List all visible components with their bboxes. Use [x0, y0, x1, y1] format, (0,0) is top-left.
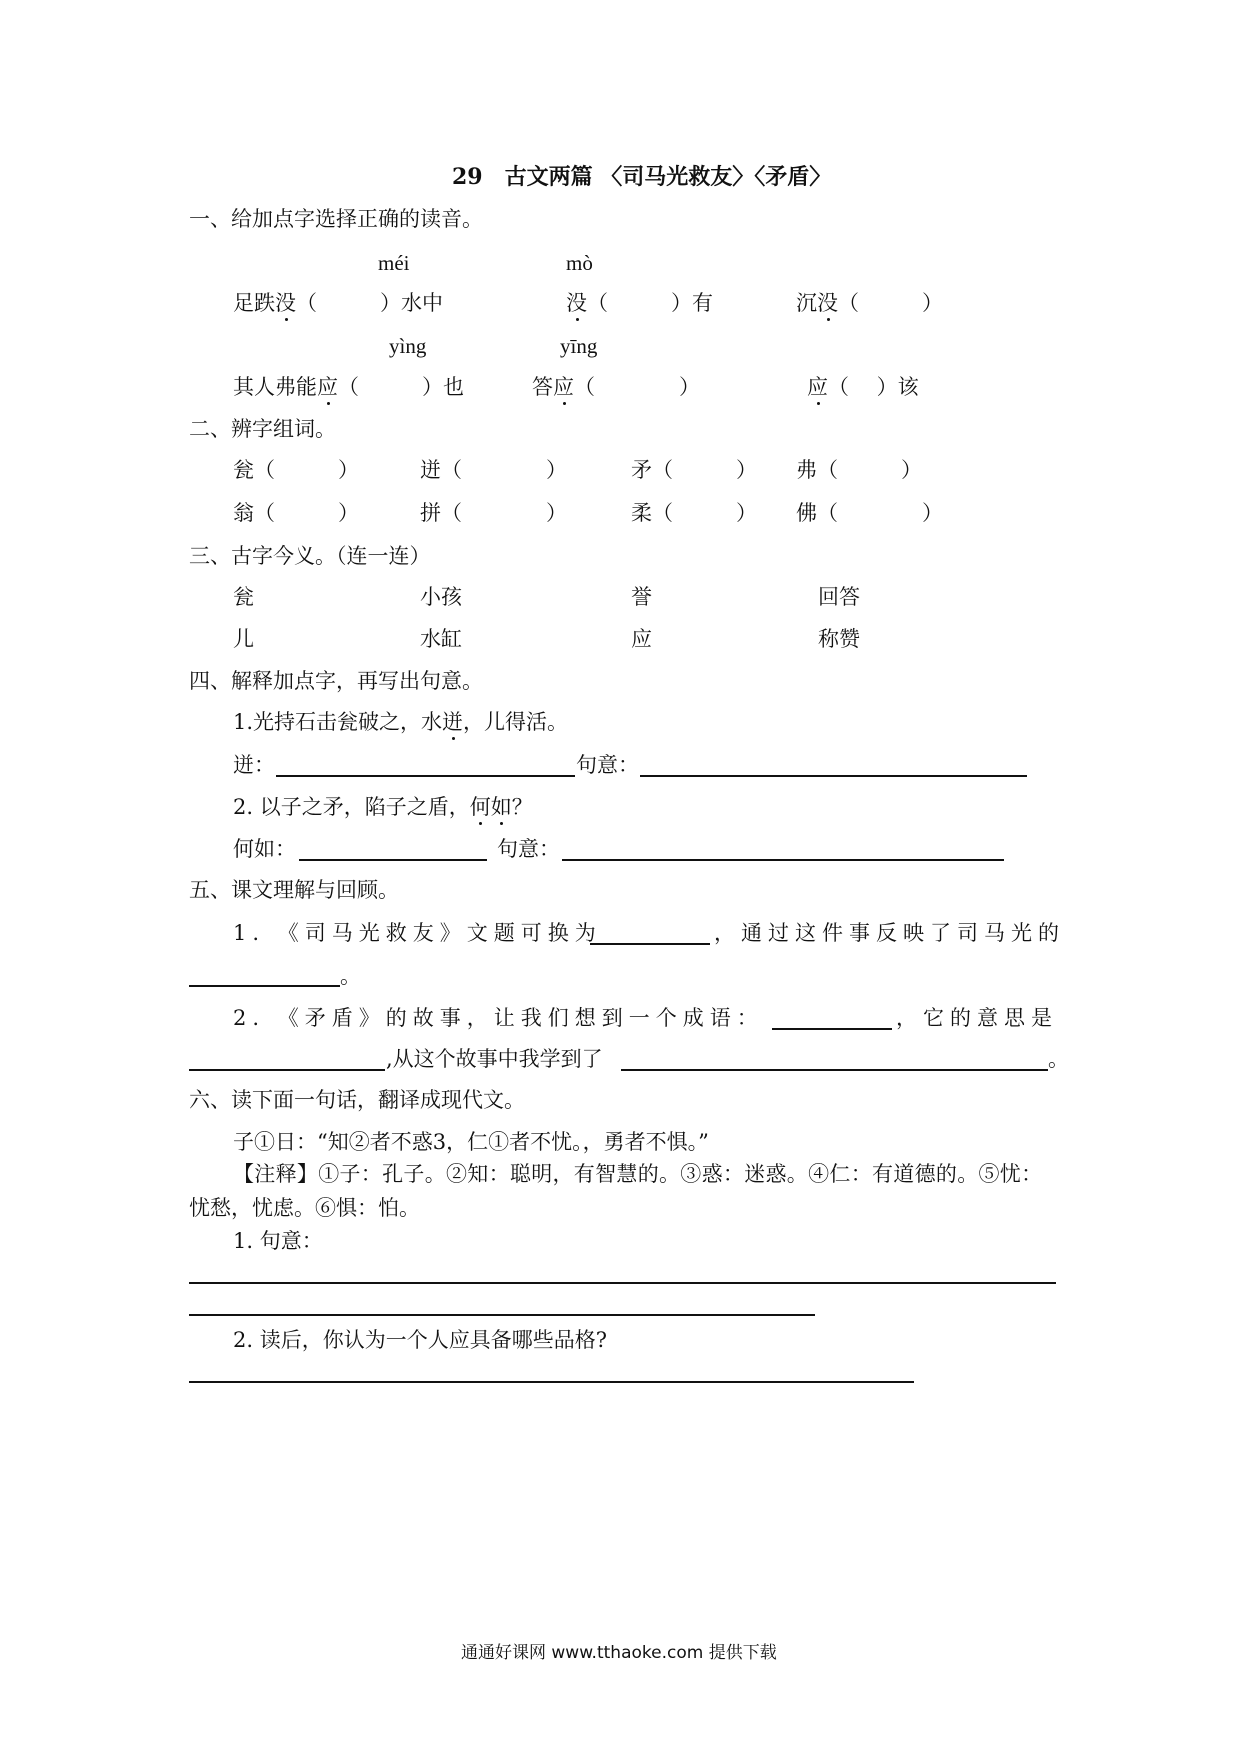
label: 句意：: [497, 837, 560, 861]
text: ，它的意思是: [896, 1006, 1058, 1030]
reading-item: [233, 374, 464, 400]
question: 2. 读后，你认为一个人应具备哪些品格?: [233, 1328, 607, 1352]
dotted-char: 迸: [442, 710, 464, 734]
word-item[interactable]: 拼（ ）: [420, 501, 567, 525]
label: 迸：: [233, 753, 275, 777]
text: 。: [1048, 1047, 1069, 1071]
question-sentence: [233, 794, 533, 820]
dotted-char: 何: [469, 795, 491, 819]
section-5-heading: 五、课文理解与回顾。: [189, 878, 399, 902]
notes: 忧愁，忧虑。⑥惧：怕。: [189, 1196, 420, 1220]
word-item[interactable]: 柔（ ）: [631, 501, 757, 525]
dotted-char: 应: [807, 375, 828, 399]
match-item[interactable]: 回答: [818, 585, 860, 609]
match-item[interactable]: 儿: [233, 627, 254, 651]
section-3-heading: 三、古字今义。（连一连）: [189, 544, 431, 568]
match-item[interactable]: 誉: [631, 585, 652, 609]
text: 2. 以子之矛，陷子之盾，: [233, 795, 470, 819]
pinyin: mò: [566, 251, 593, 275]
match-item[interactable]: 应: [631, 627, 652, 651]
answer-line[interactable]: [189, 985, 340, 987]
reading-item: [796, 290, 943, 316]
word-item[interactable]: 迸（ ）: [420, 458, 567, 482]
text: 2. 《矛盾》的故事，让我们想到一个成语：: [233, 1006, 764, 1030]
answer-line[interactable]: [640, 775, 1027, 777]
text: ，儿得活。: [463, 710, 569, 734]
pinyin: méi: [378, 251, 410, 275]
dotted-char: 没: [275, 291, 296, 315]
pinyin: yìng: [389, 334, 427, 358]
text: 其人弗能: [233, 375, 317, 399]
text: ,从这个故事中我学到了: [386, 1047, 603, 1071]
label: 何如：: [233, 837, 296, 861]
answer-line[interactable]: [276, 775, 575, 777]
page-title: 29 古文两篇 〈司马光救友〉〈矛盾〉: [452, 164, 832, 190]
text: ？: [511, 795, 533, 819]
reading-item: [532, 374, 700, 400]
quote: 子①日：“知②者不惑3，仁①者不忧。，勇者不惧。”: [233, 1130, 709, 1154]
notes: 【注释】①子：孔子。②知：聪明，有智慧的。③惑：迷惑。④仁：有道德的。⑤忧：: [233, 1162, 1043, 1186]
match-item[interactable]: 瓮: [233, 585, 254, 609]
word-item[interactable]: 翁（ ）: [233, 501, 359, 525]
question: 1. 句意：: [233, 1229, 323, 1253]
question-sentence: [233, 709, 568, 735]
answer-blank[interactable]: （ ）: [574, 375, 700, 399]
reading-item: [807, 374, 919, 400]
answer-blank[interactable]: （ ）该: [828, 375, 919, 399]
dotted-char: 没: [817, 291, 838, 315]
answer-line[interactable]: [189, 1381, 914, 1383]
text: 。: [340, 964, 361, 988]
dotted-char: 如: [490, 795, 512, 819]
word-item[interactable]: 佛（ ）: [796, 501, 943, 525]
dotted-char: 应: [553, 375, 574, 399]
section-6-heading: 六、读下面一句话，翻译成现代文。: [189, 1088, 525, 1112]
answer-line[interactable]: [590, 943, 710, 945]
reading-item: [233, 290, 443, 316]
section-1-heading: 一、给加点字选择正确的读音。: [189, 207, 483, 231]
answer-line[interactable]: [621, 1069, 1048, 1071]
answer-line[interactable]: [189, 1069, 385, 1071]
text: 沉: [796, 291, 817, 315]
match-item[interactable]: 小孩: [420, 585, 462, 609]
label: 句意：: [576, 753, 639, 777]
reading-item: [566, 290, 713, 316]
match-item[interactable]: 称赞: [818, 627, 860, 651]
dotted-char: 应: [317, 375, 338, 399]
match-item[interactable]: 水缸: [420, 627, 462, 651]
answer-line[interactable]: [562, 859, 1004, 861]
text: ，通过这件事反映了司马光的: [714, 921, 1065, 945]
section-4-heading: 四、解释加点字，再写出句意。: [189, 669, 483, 693]
text: 答: [532, 375, 553, 399]
word-item[interactable]: 矛（ ）: [631, 458, 757, 482]
text: 1.光持石击瓮破之，水: [233, 710, 443, 734]
footer: 通通好课网 www.tthaoke.com 提供下载: [461, 1643, 777, 1663]
pinyin: yīng: [560, 334, 598, 358]
word-item[interactable]: 弗（ ）: [796, 458, 922, 482]
answer-blank[interactable]: （ ）水中: [296, 291, 443, 315]
answer-line[interactable]: [299, 859, 487, 861]
answer-line[interactable]: [189, 1282, 1056, 1284]
answer-blank[interactable]: （ ）: [838, 291, 943, 315]
answer-blank[interactable]: （ ）也: [338, 375, 464, 399]
dotted-char: 没: [566, 291, 587, 315]
word-item[interactable]: 瓮（ ）: [233, 458, 359, 482]
text: 1. 《司马光救友》文题可换为: [233, 921, 602, 945]
answer-line[interactable]: [189, 1314, 815, 1316]
text: 足跌: [233, 291, 275, 315]
answer-blank[interactable]: （ ）有: [587, 291, 713, 315]
answer-line[interactable]: [772, 1028, 892, 1030]
section-2-heading: 二、辨字组词。: [189, 417, 336, 441]
